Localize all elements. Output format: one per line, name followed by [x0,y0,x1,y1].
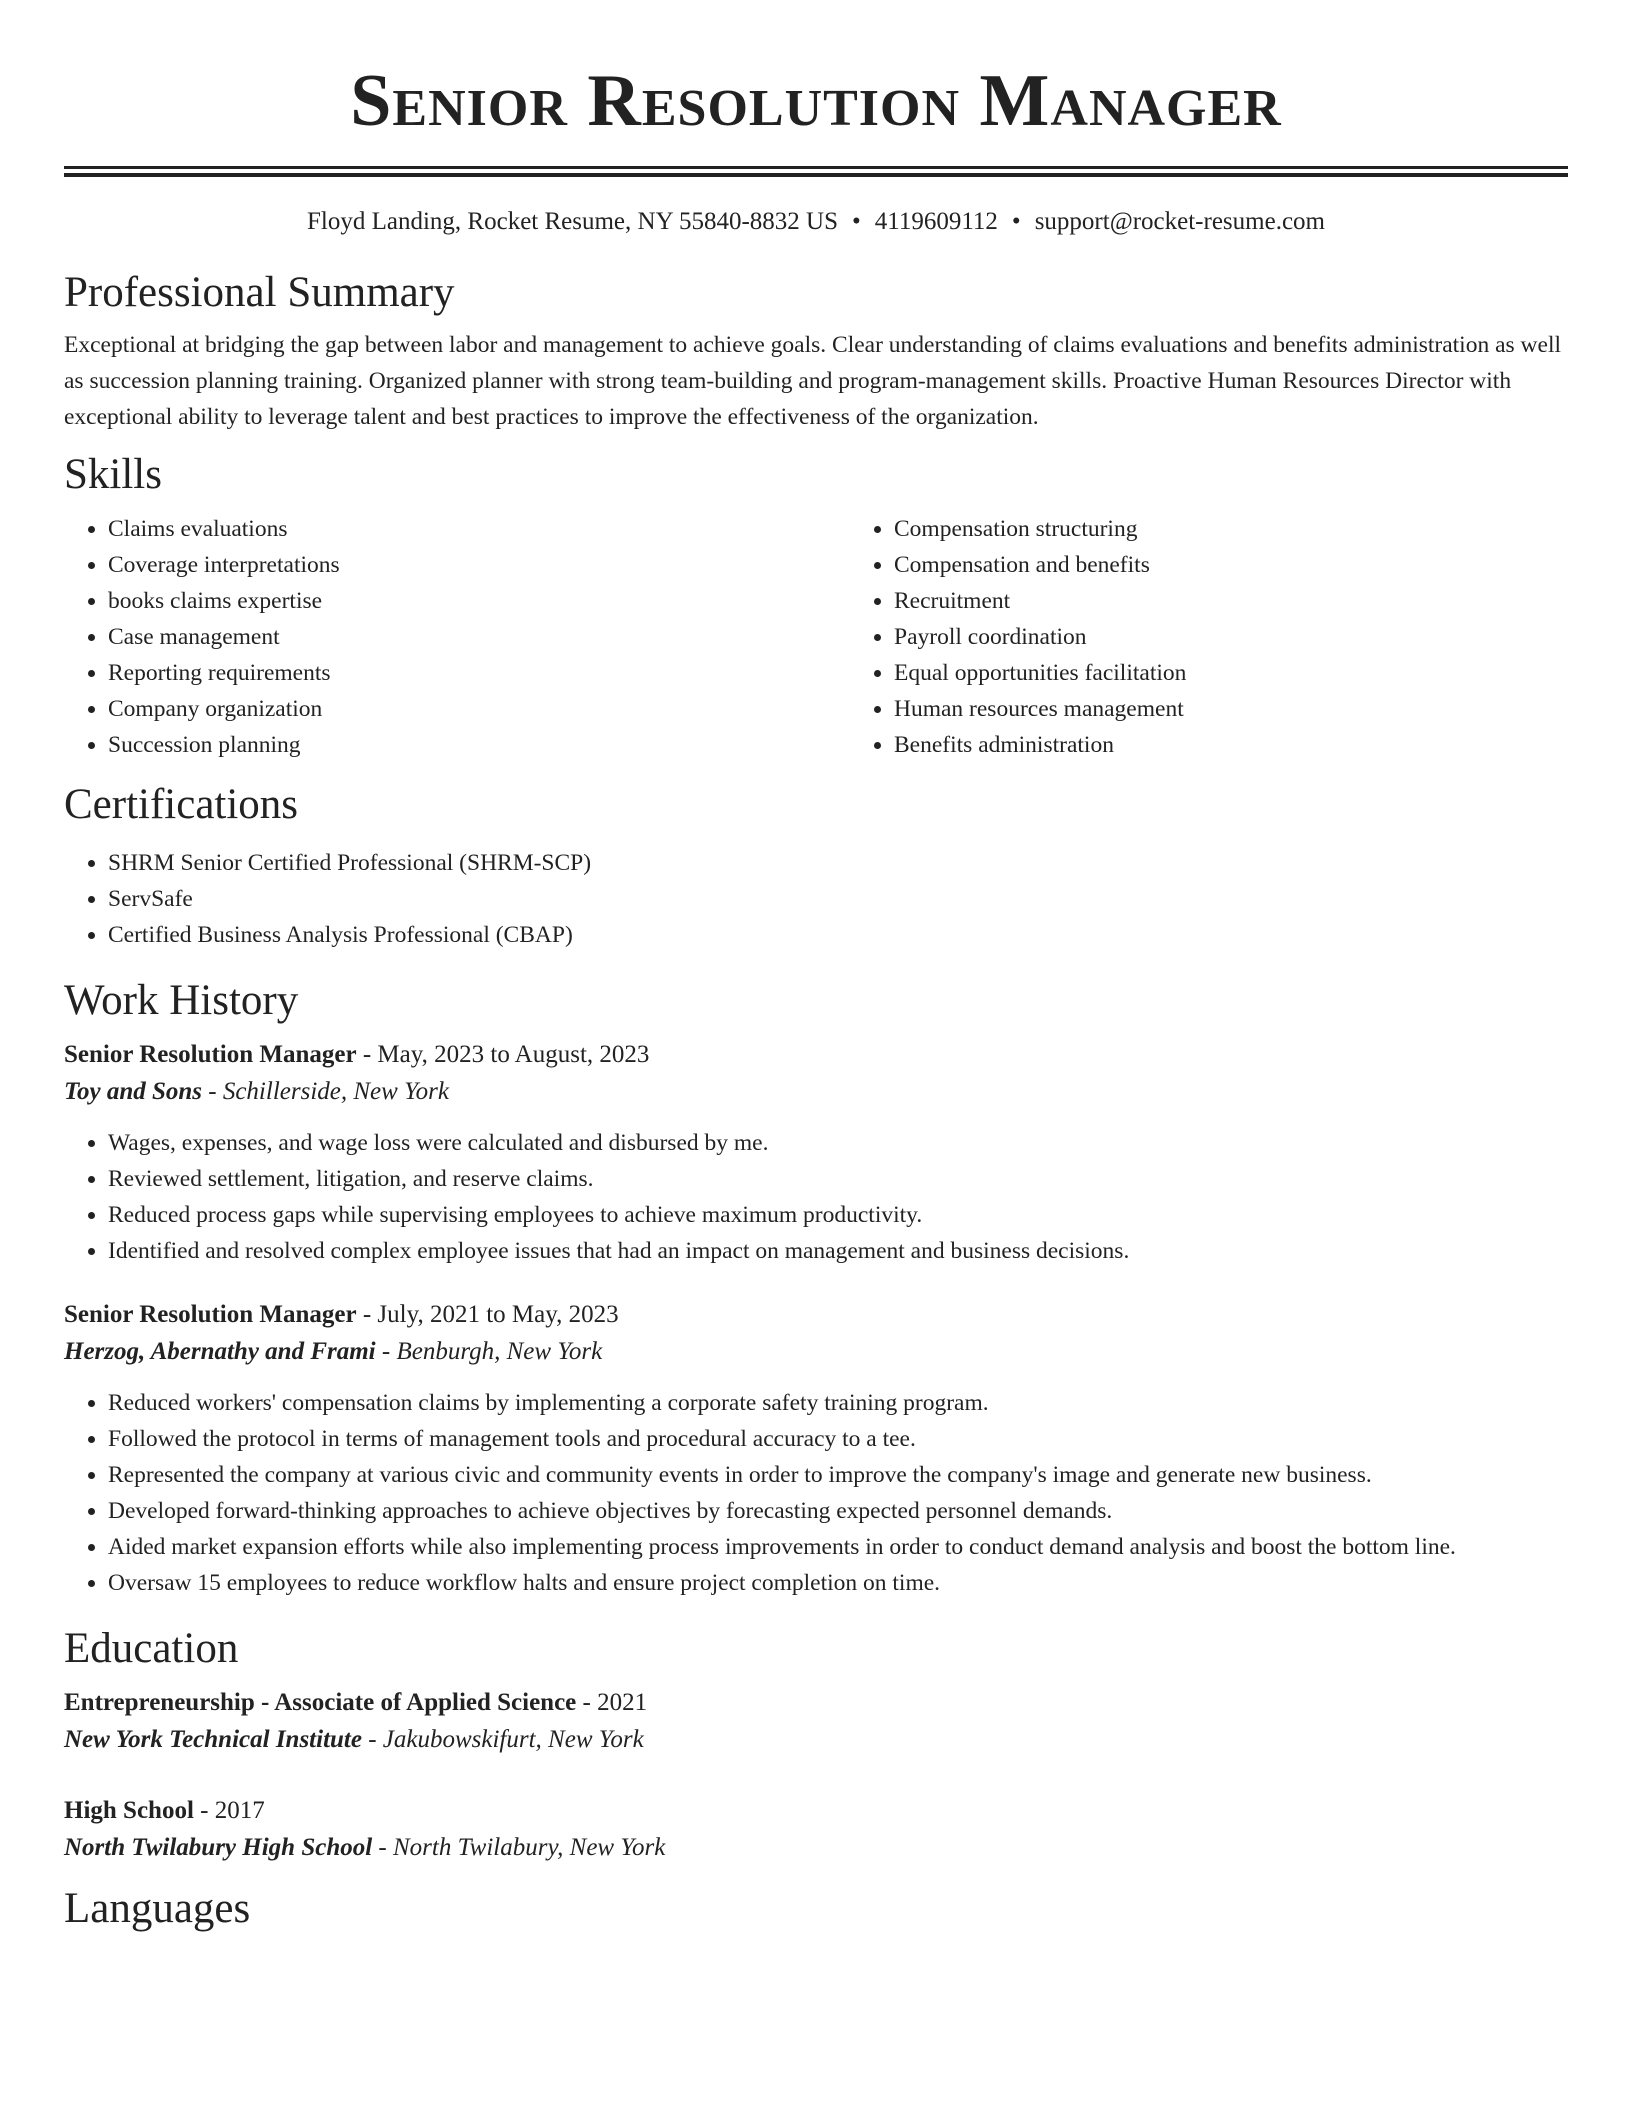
education-degree-line [64,1685,1568,1721]
education-entry [64,1685,1568,1759]
contact-address: Floyd Landing, Rocket Resume, NY 55840-8832 US [307,208,838,235]
job-entry [64,1297,1568,1601]
education-entry [64,1793,1568,1867]
job-company-line [64,1333,1568,1371]
job-bullets [64,1385,1568,1601]
skill-item: • books claims expertise [108,583,850,619]
job-location: - Benburgh, New York [375,1338,603,1365]
job-bullet: • Followed the protocol in terms of management tools and procedural accuracy to a tee. [108,1421,1568,1457]
certifications-heading: Certifications [64,781,299,828]
languages-heading: Languages [64,1885,251,1932]
summary-text: Exceptional at bridging the gap between labor and management to achieve goals. Clear understanding of claims evaluations and benefits administration as well as succession planning training. Organized planner with strong team-building and program-management skills. Proactive Human Resources Director with exceptional ability to leverage talent and best practices to improve the effectiveness of the organization. [64,332,1562,430]
education-degree: Entrepreneurship - Associate of Applied Science [64,1689,577,1716]
education-heading: Education [64,1625,239,1672]
contact-separator: • [1011,208,1021,235]
job-title: Senior Resolution Manager [64,1301,357,1328]
certification-item: • ServSafe [108,881,1568,917]
job-company-line [64,1073,1568,1111]
skills-heading: Skills [64,451,162,498]
education-degree-line [64,1793,1568,1829]
skills-column-right [850,511,1632,763]
skill-item: • Succession planning [108,727,850,763]
skill-item: • Company organization [108,691,850,727]
education-year: - 2021 [576,1689,648,1716]
job-title: Senior Resolution Manager [64,1041,357,1068]
summary-heading: Professional Summary [64,269,455,316]
job-title-line [64,1037,1568,1073]
contact-line [64,207,1568,237]
skill-item: • Claims evaluations [108,511,850,547]
skill-item: • Compensation structuring [894,511,1632,547]
education-school-line [64,1721,1568,1759]
job-bullet: • Identified and resolved complex employee issues that had an impact on management and business decisions. [108,1233,1568,1269]
job-bullet: • Oversaw 15 employees to reduce workflow halts and ensure project completion on time. [108,1565,1568,1601]
education-year: - 2017 [193,1797,265,1824]
resume-name: Senior Resolution Manager [350,60,1282,142]
certification-item: • SHRM Senior Certified Professional (SHRM-SCP) [108,845,1568,881]
education-school-line [64,1829,1568,1867]
skills-column-left [64,511,850,763]
job-entry [64,1037,1568,1269]
job-bullet: • Wages, expenses, and wage loss were calculated and disbursed by me. [108,1125,1568,1161]
job-location: - Schillerside, New York [202,1078,450,1105]
education-location: - North Twilabury, New York [372,1834,666,1861]
job-bullet: • Aided market expansion efforts while also implementing process improvements in order to conduct demand analysis and boost the bottom line. [108,1529,1568,1565]
header-divider [64,166,1568,177]
work-history-heading: Work History [64,977,299,1024]
skill-item: • Human resources management [894,691,1632,727]
contact-separator: • [852,208,861,235]
job-bullets [64,1125,1568,1269]
education-location: - Jakubowskifurt, New York [361,1726,644,1753]
job-bullet: • Developed forward-thinking approaches to achieve objectives by forecasting expected personnel demands. [108,1493,1568,1529]
contact-email: support@rocket-resume.com [1034,208,1325,235]
job-company: Toy and Sons [64,1078,203,1105]
skill-item: • Equal opportunities facilitation [894,655,1632,691]
job-bullet: • Reviewed settlement, litigation, and reserve claims. [108,1161,1568,1197]
job-bullet: • Reduced workers' compensation claims by implementing a corporate safety training program. [108,1385,1568,1421]
skill-item: • Payroll coordination [894,619,1632,655]
skill-item: • Case management [108,619,850,655]
contact-phone: 4119609112 [874,208,998,235]
skill-item: • Benefits administration [894,727,1632,763]
job-company: Herzog, Abernathy and Frami [64,1338,376,1365]
job-title-line [64,1297,1568,1333]
job-dates: - July, 2021 to May, 2023 [356,1301,619,1328]
skill-item: • Compensation and benefits [894,547,1632,583]
certifications-list [64,845,1568,953]
skill-item: • Recruitment [894,583,1632,619]
certification-item: • Certified Business Analysis Professional (CBAP) [108,917,1568,953]
education-degree: High School [64,1797,194,1824]
skills-list [64,511,1568,763]
education-school: New York Technical Institute [64,1726,362,1753]
job-bullet: • Represented the company at various civic and community events in order to improve the company's image and generate new business. [108,1457,1568,1493]
job-dates: - May, 2023 to August, 2023 [356,1041,650,1068]
skill-item: • Reporting requirements [108,655,850,691]
job-bullet: • Reduced process gaps while supervising employees to achieve maximum productivity. [108,1197,1568,1233]
skill-item: • Coverage interpretations [108,547,850,583]
education-school: North Twilabury High School [64,1834,373,1861]
